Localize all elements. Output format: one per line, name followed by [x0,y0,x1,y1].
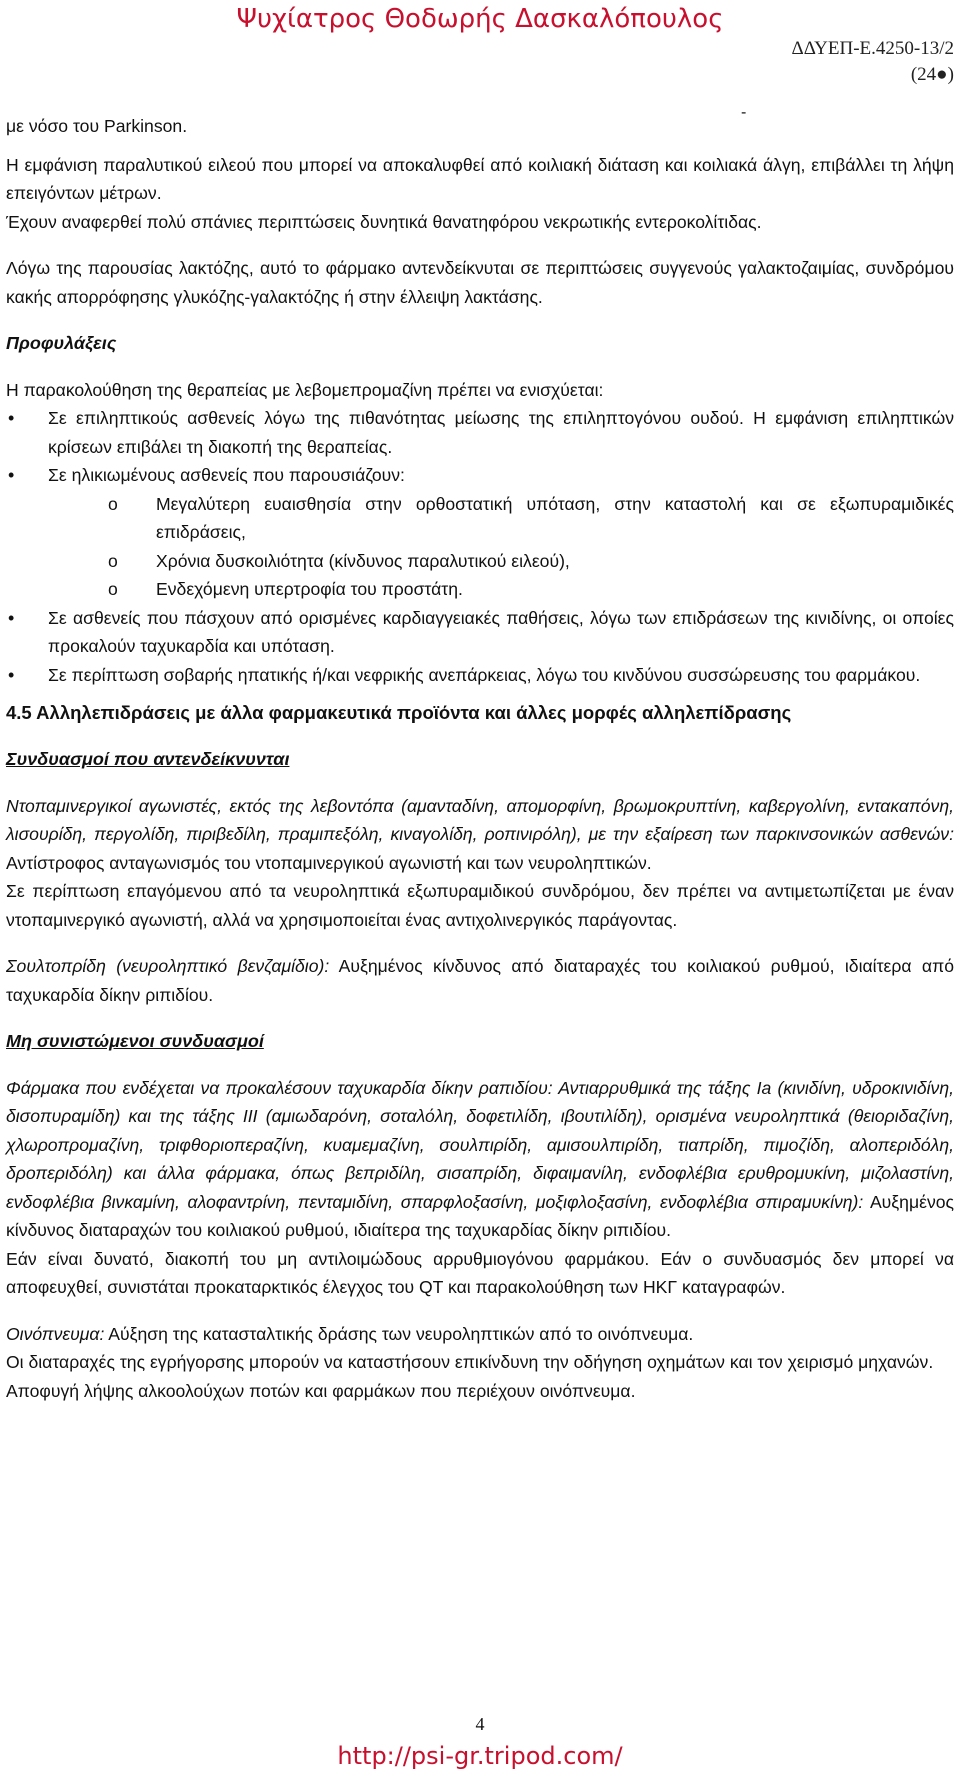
paragraph: Η εμφάνιση παραλυτικού ειλεού που μπορεί να αποκαλυφθεί από κοιλιακή διάταση και κοιλιακά άλγη, επιβάλλει τη λήψη επειγόντων μέτρων. [6,154,954,203]
sub-list-item: o Μεγαλύτερη ευαισθησία στην ορθοστατική υπόταση, στην καταστολή και σε εξωπυραμιδικές επιδράσεις, [48,490,954,547]
list-item: • Σε ασθενείς που πάσχουν από ορισμένες καρδιαγγειακές παθήσεις, λόγω των επιδράσεων της κινιδίνης, οι οποίες προκαλούν ταχυκαρδία και υπόταση. [6,604,954,661]
sub-list-item: o Ενδεχόμενη υπερτροφία του προστάτη. [48,575,954,604]
list-item-text: Σε ηλικιωμένους ασθενείς που παρουσιάζουν: [48,465,405,485]
paragraph-text: Αντίστροφος ανταγωνισμός του ντοπαμινεργικού αγωνιστή και των νευροληπτικών. [6,852,652,873]
page-number: 4 [475,1714,485,1734]
paragraph: Λόγω της παρουσίας λακτόζης, αυτό το φάρμακο αντενδείκνυται σε περιπτώσεις συγγενούς γαλακτοζαιμίας, συνδρόμου κακής απορρόφησης γλυκόζης-γαλακτόζης ή στην έλλειψη λακτάσης. [6,258,954,307]
document-code-sub: (24●) [910,64,954,85]
drug-list-italic: Ντοπαμινεργικοί αγωνιστές, εκτός της λεβοντόπα (αμανταδίνη, απομορφίνη, βρωμοκρυπτίνη, καβεργολίνη, εντακαπόνη, λισουρίδη, περγολίδη, πιριβεδίλη, πραμιπεξόλη, κιναγολίδη, ροπινιρόλη), με την εξαίρεση των παρκινσονικών ασθενών: [6,795,954,844]
paragraph: Η παρακολούθηση της θεραπείας με λεβομεπρομαζίνη πρέπει να ενισχύεται: [6,379,604,400]
list-item [6,461,954,604]
bullet-list [6,404,954,689]
document-code-line: ΔΔΥΕΠ-Ε.4250-13/2 [791,38,954,59]
paragraph: Σε περίπτωση επαγόμενου από τα νευροληπτικά εξωπυραμιδικού συνδρόμου, δεν πρέπει να αντιμετωπίζεται με έναν ντοπαμινεργικό αγωνιστή, αλλά να χρησιμοποιείται ένας αντιχολινεργικός παράγοντας. [6,881,954,930]
paragraph [6,1320,954,1349]
subheading-contraindicated: Συνδυασμοί που αντενδείκνυνται [6,749,290,769]
subheading-not-recommended: Μη συνιστώμενοι συνδυασμοί [6,1031,264,1051]
paragraph [6,952,954,1009]
drug-list-italic: Φάρμακα που ενδέχεται να προκαλέσουν ταχυκαρδία δίκην ραπιδίου: Αντιαρρυθμικά της τάξης Ia (κινιδίνη, υδροκινιδίνη, δισοπυραμίδη) και της τάξης III (αμιωδαρόνη, σοταλόλη, δοφετιλίδη, ιβουτιλίδη), ορισμένα νευροληπτικά (θειοριδαζίνη, χλωροπρομαζίνη, τριφθοριοπεραζίνη, κυαμεμαζίνη, σουλπιρίδη, αμισουλπιρίδη, τιαπρίδη, πιμοζίδη, αλοπεριδόλη, δροπεριδόλη) και άλλα φάρμακα, όπως βεπριδίλη, σισαπρίδη, διφαιμανίλη, ενδοφλέβια ερυθρομυκίνη, μιζολαστίνη, ενδοφλέβια βινκαμίνη, αλοφαντρίνη, πενταμιδίνη, σπαρφλοξασίνη, μοξιφλοξασίνη, ενδοφλέβια σπιραμυκίνη): [6,1077,954,1212]
paragraph [6,792,954,878]
paragraph [6,1074,954,1245]
drug-name-italic: Οινόπνευμα: [6,1323,105,1344]
paragraph-text: Αυξημένος κίνδυνος από διαταραχές του κοιλιακού ρυθμού, ιδιαίτερα από ταχυκαρδία δίκην ριπιδίου. [6,956,954,1005]
list-item: • Σε επιληπτικούς ασθενείς λόγω της πιθανότητας μείωσης της επιληπτογόνου ουδού. Η εμφάνιση επιληπτικών κρίσεων επιβάλει τη διακοπή της θεραπείας. [6,404,954,461]
paragraph: Εάν είναι δυνατό, διακοπή του μη αντιλοιμώδους αρρυθμιογόνου φαρμάκου. Εάν ο συνδυασμός δεν μπορεί να αποφευχθεί, συνιστάται προκαταρκτικός έλεγχος του QT και παρακολούθηση των ΗΚΓ καταγραφών. [6,1248,954,1297]
footer-link[interactable]: http://psi-gr.tripod.com/ [337,1742,623,1770]
paragraph: Αποφυγή λήψης αλκοολούχων ποτών και φαρμάκων που περιέχουν οινόπνευμα. [6,1380,636,1401]
paragraph-text: Αύξηση της κατασταλτικής δράσης των νευροληπτικών από το οινόπνευμα. [104,1323,694,1344]
paragraph: με νόσο του Parkinson. [6,116,188,136]
document-code [791,36,954,88]
paragraph-text: Αυξημένος κίνδυνος διαταραχών του κοιλιακού ρυθμού, ιδιαίτερα της ταχυκαρδίας δίκην ριπιδίου. [6,1191,955,1240]
site-title: Ψυχίατρος Θοδωρής Δασκαλόπουλος [236,4,724,34]
stray-mark: - [741,104,747,121]
section-heading-precautions: Προφυλάξεις [6,333,117,353]
section-heading-4-5: 4.5 Αλληλεπιδράσεις με άλλα φαρμακευτικά προϊόντα και άλλες μορφές αλληλεπίδρασης [6,702,792,723]
drug-name-italic: Σουλτοπρίδη (νευροληπτικό βενζαμίδιο): [6,956,330,976]
sub-list [48,490,954,604]
paragraph: Οι διαταραχές της εγρήγορσης μπορούν να καταστήσουν επικίνδυνη την οδήγηση οχημάτων και τον χειρισμό μηχανών. [6,1352,934,1372]
list-item: • Σε περίπτωση σοβαρής ηπατικής ή/και νεφρικής ανεπάρκειας, λόγω του κινδύνου συσσώρευσης του φαρμάκου. [6,661,954,690]
paragraph: Έχουν αναφερθεί πολύ σπάνιες περιπτώσεις δυνητικά θανατηφόρου νεκρωτικής εντεροκολίτιδας. [6,211,762,232]
document-body [6,112,954,1405]
sub-list-item: o Χρόνια δυσκοιλιότητα (κίνδυνος παραλυτικού ειλεού), [48,547,954,576]
